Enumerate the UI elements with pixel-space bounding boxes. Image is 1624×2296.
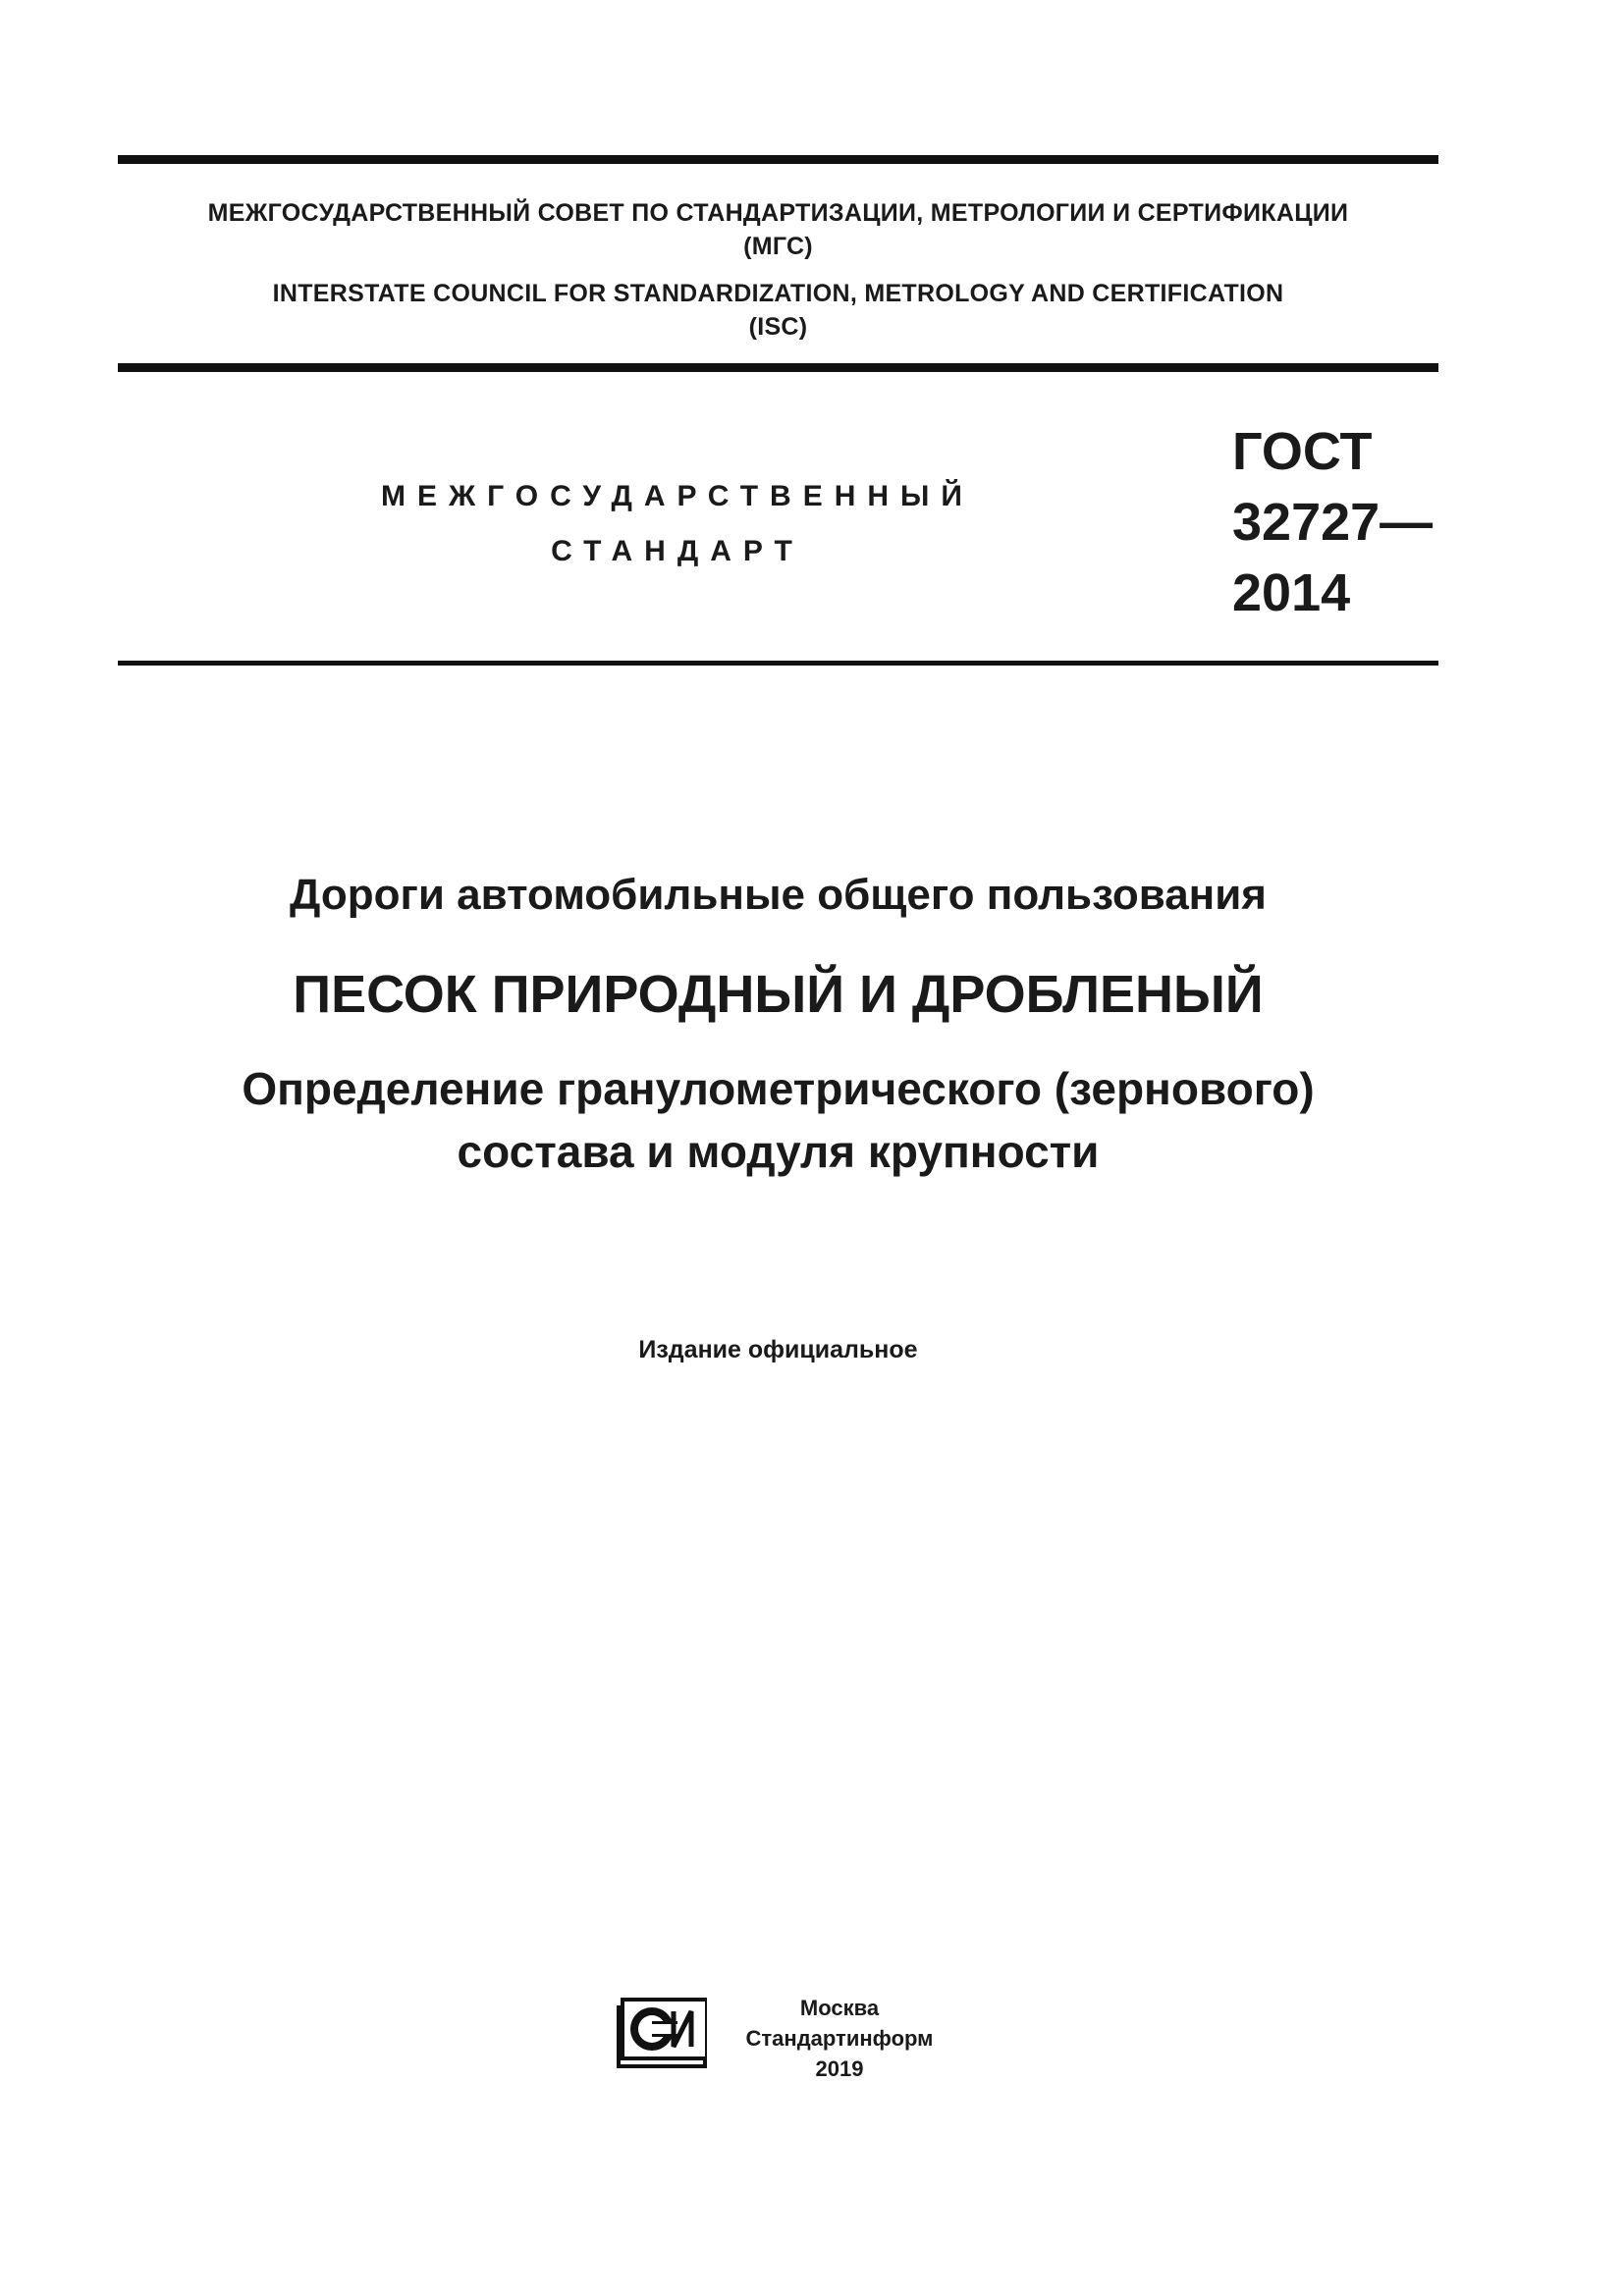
imprint	[727, 1993, 952, 2084]
standard-type-label	[324, 469, 1031, 579]
gost-code-line3: 2014	[1232, 563, 1351, 622]
gost-code-line1: ГОСТ	[1232, 422, 1373, 481]
council-en-block	[118, 277, 1438, 344]
standard-label-line1: МЕЖГОСУДАРСТВЕННЫЙ	[381, 480, 974, 512]
council-ru-abbr: (МГС)	[743, 233, 813, 260]
edition-note: Издание официальное	[638, 1336, 918, 1363]
document-subtitle-line1: Определение гранулометрического (зернового)	[242, 1063, 1315, 1114]
document-subtitle	[118, 1057, 1438, 1183]
standard-label-line2: СТАНДАРТ	[551, 535, 804, 567]
top-divider	[118, 155, 1438, 164]
standard-bottom-divider	[118, 661, 1438, 666]
gost-code-line2: 32727—	[1232, 493, 1434, 552]
imprint-city: Москва	[799, 1996, 880, 2020]
document-subtitle-line2: состава и модуля крупности	[457, 1126, 1100, 1177]
council-ru-block	[118, 196, 1438, 263]
council-en-abbr: (ISC)	[748, 313, 808, 341]
document-title: ПЕСОК ПРИРОДНЫЙ И ДРОБЛЕНЫЙ	[293, 965, 1264, 1024]
header-bottom-divider	[118, 363, 1438, 372]
standartinform-logo-icon	[617, 1998, 707, 2072]
council-ru-name: МЕЖГОСУДАРСТВЕННЫЙ СОВЕТ ПО СТАНДАРТИЗАЦИИ, МЕТРОЛОГИИ И СЕРТИФИКАЦИИ	[207, 199, 1349, 227]
imprint-year: 2019	[815, 2056, 864, 2081]
document-subject: Дороги автомобильные общего пользования	[290, 871, 1267, 919]
gost-code	[1232, 416, 1448, 628]
council-en-name: INTERSTATE COUNCIL FOR STANDARDIZATION, METROLOGY AND CERTIFICATION	[272, 280, 1284, 307]
imprint-publisher: Стандартинформ	[745, 2026, 934, 2051]
